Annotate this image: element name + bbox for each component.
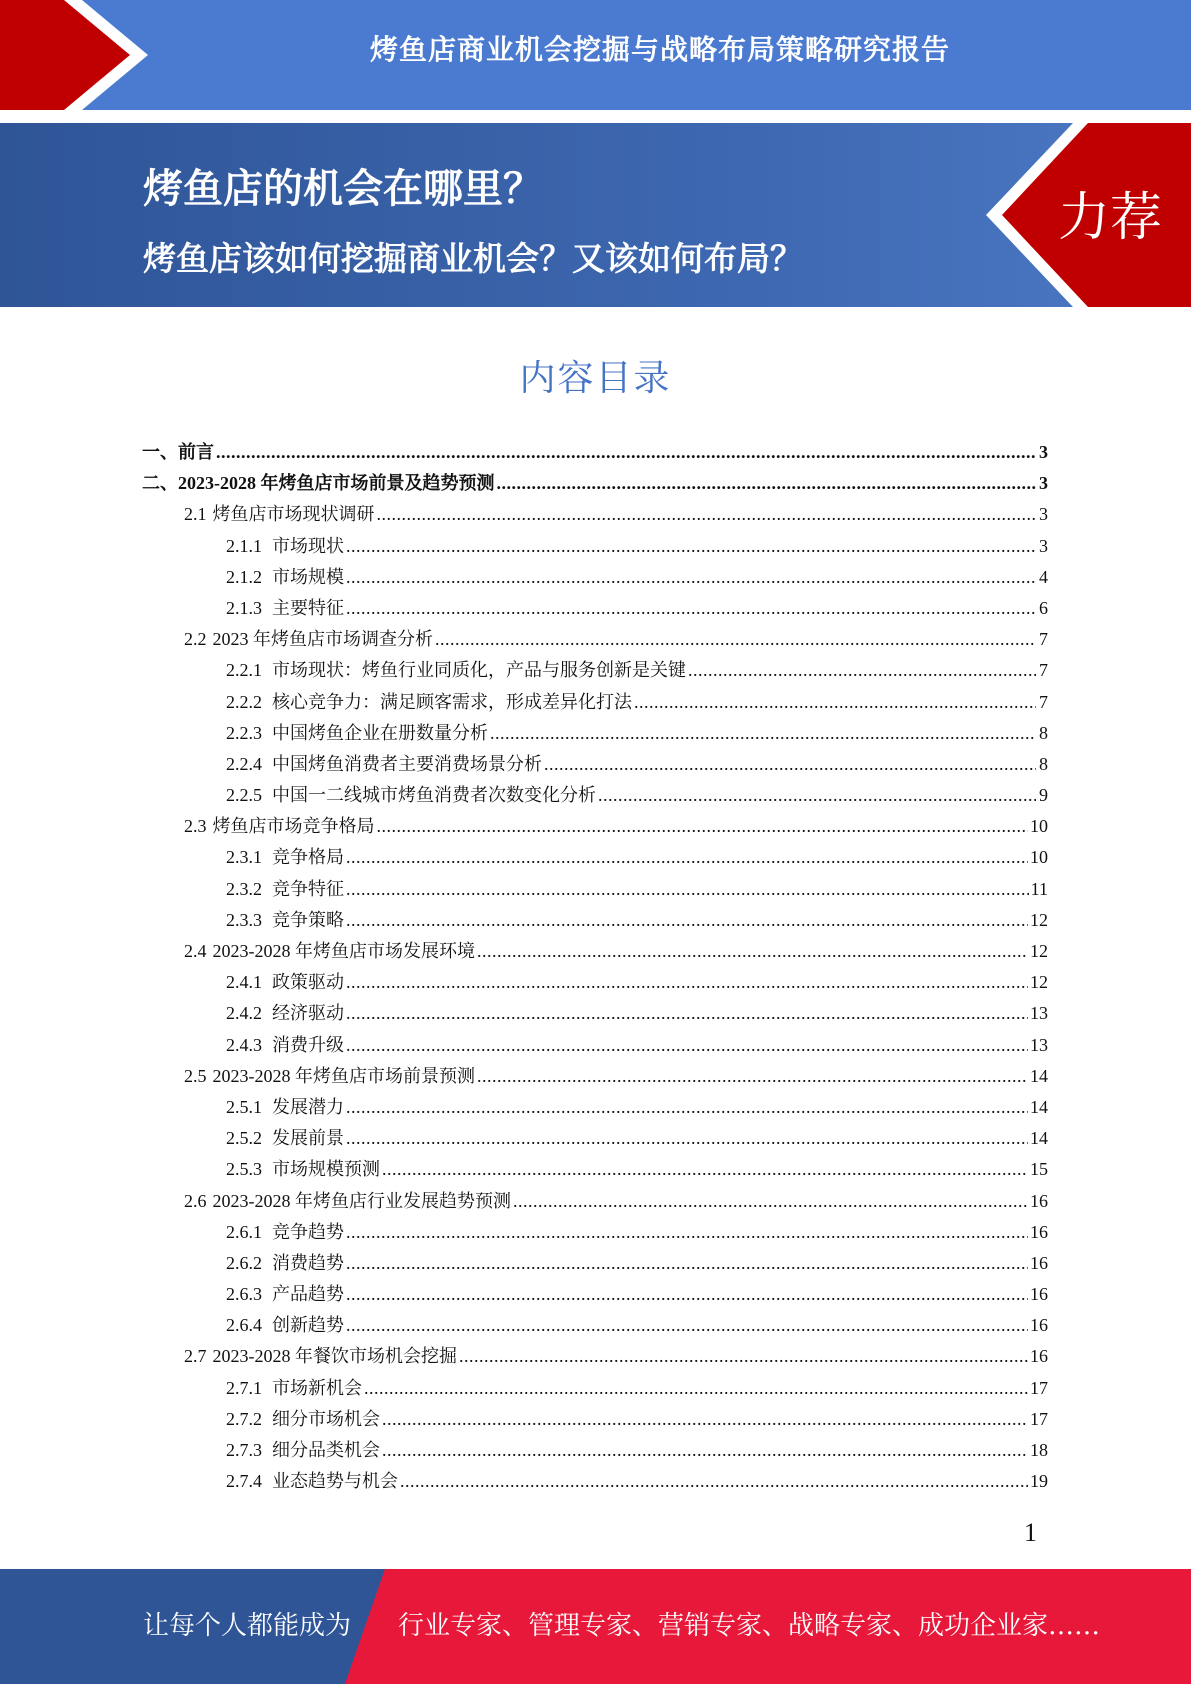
toc-entry-number: 2.2.5 [226,785,262,806]
toc-leader-dots [346,1030,1028,1061]
toc-leader-dots [490,718,1036,749]
toc-entry-label: 市场现状 [272,535,344,556]
toc-entry-number: 2.7.4 [226,1471,262,1492]
toc-leader-dots [346,1279,1028,1310]
toc-entry-page: 14 [1030,1128,1048,1149]
footer-slogan-right: 行业专家、管理专家、营销专家、战略专家、成功企业家…… [398,1611,1101,1641]
toc-entry-page: 19 [1030,1471,1048,1492]
toc-leader-dots [377,499,1037,530]
toc-entry-number: 2.7.2 [226,1408,262,1429]
toc-entry[interactable] [142,1061,1048,1092]
report-title: 烤鱼店商业机会挖掘与战略布局策略研究报告 [369,33,950,66]
toc-entry-number: 2.3.3 [226,909,262,930]
toc-leader-dots [477,936,1028,967]
toc-leader-dots [544,749,1036,780]
toc-entry-page: 8 [1039,722,1048,743]
toc-entry-label: 市场现状：烤鱼行业同质化，产品与服务创新是关键 [272,660,686,681]
toc-entry[interactable] [142,749,1048,780]
toc-entry-label: 2023-2028 年烤鱼店市场前景及趋势预测 [178,473,495,494]
toc-entry-label: 烤鱼店市场现状调研 [212,504,375,525]
toc-title: 内容目录 [519,358,672,399]
toc-entry-number: 2.5 [184,1065,207,1086]
toc-entry-number: 2.6.4 [226,1315,262,1336]
toc-entry-label: 2023-2028 年烤鱼店市场前景预测 [212,1065,475,1086]
toc-entry-page: 18 [1030,1440,1048,1460]
toc-leader-dots [346,593,1036,624]
footer-slogan-left: 让每个人都能成为 [143,1611,352,1641]
toc-leader-dots [364,1373,1028,1404]
toc-entry-label: 市场新机会 [272,1377,362,1398]
toc-entry-page: 3 [1039,473,1048,494]
toc-entry-page: 8 [1039,753,1048,774]
toc-entry-page: 16 [1030,1315,1048,1336]
toc-entry-label: 中国一二线城市烤鱼消费者次数变化分析 [272,785,596,806]
toc-entry-label: 2023-2028 年烤鱼店市场发展环境 [212,941,475,961]
toc-entry-number: 2.3.2 [226,878,262,899]
toc-entry[interactable] [142,905,1048,936]
toc-leader-dots [382,1404,1028,1435]
toc-entry-number: 2.5.3 [226,1159,262,1180]
toc-entry[interactable] [142,1030,1048,1061]
table-of-contents [142,437,1048,1497]
toc-entry[interactable] [142,593,1048,624]
toc-entry-page: 11 [1030,878,1048,899]
toc-entry[interactable] [142,437,1048,468]
toc-entry-number: 2.2.3 [226,722,262,743]
toc-leader-dots [346,1310,1028,1341]
toc-entry-number: 2.3 [184,816,207,837]
toc-leader-dots [346,842,1028,873]
toc-entry-label: 前言 [178,442,214,462]
toc-entry[interactable] [142,1248,1048,1279]
toc-entry-page: 7 [1039,691,1048,712]
toc-entry-label: 消费趋势 [272,1252,344,1273]
toc-entry-page: 14 [1030,1096,1048,1117]
toc-entry-number: 2.1.1 [226,535,262,556]
toc-entry-page: 16 [1030,1252,1048,1273]
toc-leader-dots [346,967,1028,998]
toc-entry[interactable] [142,811,1048,842]
toc-leader-dots [400,1466,1028,1497]
toc-entry[interactable] [142,499,1048,530]
toc-entry-number: 2.7.1 [226,1377,262,1398]
toc-leader-dots [346,874,1029,905]
toc-entry-page: 12 [1030,909,1048,930]
hero-banner [0,123,1191,307]
toc-leader-dots [346,1217,1028,1248]
toc-entry-page: 12 [1030,941,1048,961]
toc-entry-label: 发展潜力 [272,1096,344,1117]
toc-entry-label: 业态趋势与机会 [272,1471,398,1492]
toc-entry-page: 12 [1030,972,1048,993]
toc-entry-label: 发展前景 [272,1128,344,1149]
toc-entry-page: 9 [1039,785,1048,806]
recommend-badge-text: 力荐 [1058,188,1163,248]
toc-entry[interactable] [142,624,1048,655]
toc-leader-dots [513,1186,1028,1217]
toc-entry[interactable] [142,655,1048,686]
toc-entry[interactable] [142,1279,1048,1310]
toc-entry[interactable] [142,842,1048,873]
toc-entry[interactable] [142,1310,1048,1341]
toc-entry-number: 2.4 [184,941,207,961]
toc-entry-label: 竞争格局 [272,847,344,868]
toc-entry-page: 13 [1030,1003,1048,1024]
red-arrow-decoration [0,0,150,110]
toc-entry[interactable] [142,780,1048,811]
toc-entry[interactable] [142,936,1048,967]
toc-entry[interactable] [142,998,1048,1029]
toc-entry-number: 2.1 [184,504,207,525]
toc-entry-label: 消费升级 [272,1034,344,1055]
toc-entry[interactable] [142,874,1048,905]
hero-question-2: 烤鱼店该如何挖掘商业机会？又该如何布局？ [143,239,803,278]
page-number: 1 [1024,1518,1037,1547]
toc-entry-number: 2.7 [184,1346,207,1367]
toc-entry-page: 14 [1030,1065,1048,1086]
toc-entry-label: 竞争趋势 [272,1221,344,1242]
toc-entry-page: 16 [1030,1346,1048,1367]
toc-leader-dots [377,811,1029,842]
toc-entry-page: 10 [1030,847,1048,868]
toc-entry-page: 16 [1030,1221,1048,1242]
toc-entry[interactable] [142,1435,1048,1466]
toc-entry[interactable] [142,1186,1048,1217]
toc-leader-dots [459,1341,1028,1372]
toc-entry-label: 细分市场机会 [272,1408,380,1429]
toc-entry-label: 核心竞争力：满足顾客需求，形成差异化打法 [272,691,632,712]
toc-entry-page: 16 [1030,1284,1048,1305]
toc-entry-page: 10 [1030,816,1048,837]
toc-entry-label: 竞争特征 [272,878,344,899]
toc-entry-number: 2.1.3 [226,597,262,618]
toc-entry-number: 2.6.2 [226,1252,262,1273]
toc-leader-dots [435,624,1036,655]
toc-entry[interactable] [142,1373,1048,1404]
toc-entry-number: 2.2 [184,629,207,650]
toc-leader-dots [346,531,1036,562]
toc-entry-page: 3 [1039,442,1048,462]
toc-entry-page: 15 [1030,1159,1048,1180]
toc-entry-number: 2.2.4 [226,753,262,774]
toc-entry-page: 17 [1030,1408,1048,1429]
toc-leader-dots [688,655,1036,686]
toc-leader-dots [382,1154,1028,1185]
toc-entry[interactable] [142,1092,1048,1123]
top-banner [0,0,1191,110]
toc-entry-label: 竞争策略 [272,909,344,930]
toc-entry-label: 创新趋势 [272,1315,344,1336]
toc-entry[interactable] [142,1466,1048,1497]
toc-leader-dots [497,468,1037,499]
toc-entry-label: 市场规模 [272,566,344,587]
toc-entry-page: 3 [1039,535,1048,556]
toc-leader-dots [346,905,1028,936]
toc-entry[interactable] [142,1217,1048,1248]
toc-entry-label: 市场规模预测 [272,1159,380,1180]
toc-entry-number: 2.3.1 [226,847,262,868]
toc-entry-number: 2.2.1 [226,660,262,681]
toc-entry-label: 中国烤鱼消费者主要消费场景分析 [272,753,542,774]
toc-entry-page: 7 [1039,629,1048,650]
toc-leader-dots [346,1248,1028,1279]
toc-entry[interactable] [142,718,1048,749]
toc-entry-label: 2023-2028 年餐饮市场机会挖掘 [212,1346,457,1367]
toc-entry-number: 二、 [142,473,178,494]
toc-entry-page: 6 [1039,597,1048,618]
toc-entry[interactable] [142,1341,1048,1372]
toc-entry-page: 17 [1030,1377,1048,1398]
toc-entry-label: 中国烤鱼企业在册数量分析 [272,722,488,743]
toc-leader-dots [346,998,1028,1029]
toc-entry-number: 2.6.3 [226,1284,262,1305]
toc-entry[interactable] [142,687,1048,718]
toc-entry-label: 2023-2028 年烤鱼店行业发展趋势预测 [212,1190,511,1211]
toc-entry-number: 2.6.1 [226,1221,262,1242]
toc-entry[interactable] [142,967,1048,998]
toc-entry-page: 3 [1039,504,1048,525]
toc-leader-dots [216,437,1036,468]
toc-entry-label: 经济驱动 [272,1003,344,1024]
toc-entry[interactable] [142,1154,1048,1185]
toc-entry-page: 7 [1039,660,1048,681]
toc-entry-number: 2.6 [184,1190,207,1211]
toc-entry-page: 13 [1030,1034,1048,1055]
toc-entry-label: 主要特征 [272,597,344,618]
toc-entry-page: 4 [1039,566,1048,587]
toc-leader-dots [598,780,1036,811]
toc-entry[interactable] [142,1404,1048,1435]
toc-leader-dots [477,1061,1028,1092]
toc-entry-number: 2.1.2 [226,566,262,587]
toc-entry[interactable] [142,468,1048,499]
toc-leader-dots [346,1092,1028,1123]
hero-question-1: 烤鱼店的机会在哪里？ [143,166,543,212]
toc-entry-label: 政策驱动 [272,972,344,993]
toc-entry-label: 烤鱼店市场竞争格局 [212,816,375,837]
toc-entry-label: 细分品类机会 [272,1440,380,1460]
toc-entry-label: 2023 年烤鱼店市场调查分析 [212,629,433,650]
toc-entry-number: 2.7.3 [226,1440,262,1460]
toc-entry-number: 一、 [142,442,178,462]
footer-banner [0,1569,1191,1684]
toc-entry-page: 16 [1030,1190,1048,1211]
toc-entry-number: 2.2.2 [226,691,262,712]
toc-leader-dots [634,687,1036,718]
toc-entry-number: 2.5.1 [226,1096,262,1117]
toc-entry-number: 2.4.3 [226,1034,262,1055]
toc-entry[interactable] [142,531,1048,562]
toc-entry-number: 2.4.1 [226,972,262,993]
toc-leader-dots [346,1123,1028,1154]
toc-entry[interactable] [142,1123,1048,1154]
toc-leader-dots [346,562,1036,593]
toc-entry-number: 2.4.2 [226,1003,262,1024]
toc-leader-dots [382,1435,1028,1466]
toc-entry-number: 2.5.2 [226,1128,262,1149]
toc-entry[interactable] [142,562,1048,593]
toc-entry-label: 产品趋势 [272,1284,344,1305]
